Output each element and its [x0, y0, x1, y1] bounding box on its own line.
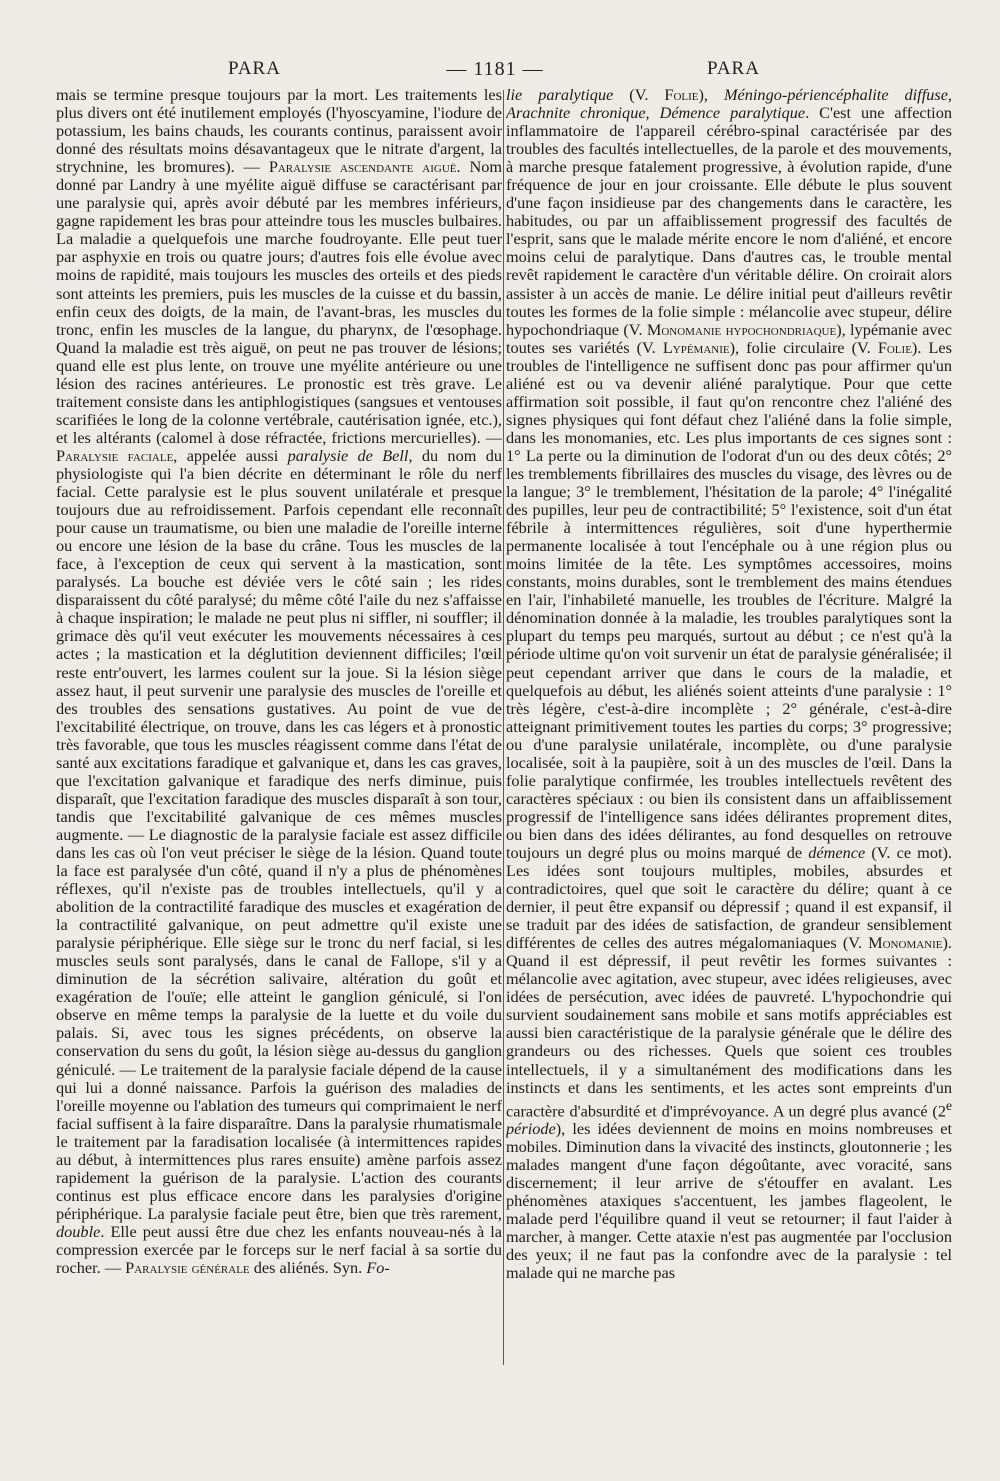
right-text-column — [506, 86, 952, 1376]
entry-heading: Folie — [877, 337, 912, 357]
entry-heading: Monomanie hypochondriaque — [646, 319, 837, 339]
text-run: , du nom du physiologiste qui l'a bien décrite en déterminant le rôle du nerf facial. Cette paralysie est le plus souvent unilatérale et presque toujours due au refroidissement. Parfois cependant elle reconnaît pour cause un traumatisme, ou bien une maladie de l'oreille interne ou encore une lésion de la base du crâne. Tous les muscles de la face, à l'exception de ceux qui servent à la mastication, sont paralysés. La bouche est déviée vers le côté sain ; les rides disparaissent du côté paralysé; du même côté l'aile du nez s'affaisse à chaque inspiration; le malade ne peut plus ni siffler, ni souffler; il grimace dès qu'il veut exécuter les mouvements nécessaires à ces actes ; la mastication et la déglutition deviennent difficiles; l'œil reste entr'ouvert, les larmes coulent sur la joue. Si la lésion siège assez haut, il peut survenir une paralysie des muscles de l'oreille et des troubles des sensations gustatives. Au point de vue de l'excitabilité électrique, on trouve, dans les cas légers et à pronostic très favorable, que tous les muscles réagissent comme dans l'état de santé aux excitations faradique et galvanique et, dans les cas graves, que l'excitation galvanique et faradique des nerfs diminue, puis disparaît, que l'excitation faradique des muscles disparaît à son tour, tandis que l'excitabilité galvanique de ces mêmes muscles augmente. — Le diagnostic de la paralysie faciale est assez difficile dans les cas où l'on veut préciser le siège de la lésion. Quand toute la face est paralysée d'un côté, quand il n'y a plus de phénomènes réflexes, qu'il n'existe pas de troubles intellectuels, qu'il y a abolition de la contractilité faradique des muscles et exagération de la contractilité galvanique, on peut admettre qu'il existe une paralysie périphérique. Elle siège sur le tronc du nerf facial, si les muscles seuls sont paralysés, dans le canal de Fallope, s'il y a diminution de la sécrétion salivaire, altération du goût et exagération de l'ouïe; elle atteint le ganglion géniculé, si l'on observe en même temps la paralysie de la luette et du voile du palais. Si, avec tous les signes précédents, on observe la conservation du sens du goût, la lésion siège au-dessus du ganglion géniculé. — Le traitement de la paralysie faciale dépend de la cause qui lui a donné naissance. Parfois la guérison des maladies de l'oreille moyenne ou l'ablation des tumeurs qui comprimaient le nerf facial suffisent à la faire disparaître. Dans la paralysie rhumatismale le traitement par la faradisation localisée (à intermittences rapides au début, à intermittences plus rares ensuite) amène parfois assez rapidement la guérison de la paralysie. L'action des courants continus est plus efficace encore dans les paralysies d'origine périphérique. La paralysie faciale peut être, bien que très rarement, — [56, 445, 502, 1223]
text-run: ), lypémanie avec toutes ses variétés (V. — [506, 319, 952, 357]
italic-text: double — [56, 1221, 101, 1241]
italic-text: lie paralytique — [506, 86, 614, 104]
italic-text: Méningo-périencéphalite diffuse, Arachnite chronique, Démence paralytique — [506, 86, 952, 123]
entry-heading: Folie — [664, 86, 699, 104]
text-run: ). Les troubles de l'intelligence ne suffisent donc pas pour affirmer qu'un aliéné est ou va devenir aliéné paralytique. Pour que cette affirmation soit possible, il faut qu'on rencontre chez l'aliéné des signes physiques qui font défaut chez l'aliéné dans la folie simple, dans les monomanies, etc. Les plus importants de ces signes sont : 1° La perte ou la diminution de l'odorat d'un ou des deux côtés; 2° les tremblements fibrillaires des muscles du visage, des lèvres ou de la langue; 3° le tremblement, l'hésitation de la parole; 4° l'inégalité des pupilles, leur peu de contractibilité; 5° l'existence, soit d'un état fébrile à intermittences régulières, soit d'une hyperthermie permanente localisée à tout l'encéphale ou à une région plus ou moins limitée de la tête. Les symptômes accessoires, moins constants, moins durables, sont le tremblement des mains étendues en l'air, l'inhabileté manuelle, les troubles de l'écriture. Malgré la dénomination donnée à la maladie, les troubles paralytiques sont la plupart du temps peu marqués, surtout au début ; ce n'est qu'à la période ultime qu'on voit survenir un état de paralysie généralisée; il peut cependant arriver que dans le cours de la maladie, et quelquefois au début, les aliénés soient atteints d'une paralysie : 1° très légère, c'est-à-dire incomplète ; 2° générale, c'est-à-dire atteignant primitivement toutes les parties du corps; 3° progressive; ou d'une paralysie unilatérale, incomplète, ou d'une paralysie localisée, soit à la paupière, soit à un des muscles de l'œil. Dans la folie paralytique confirmée, les troubles intellectuels revêtent des caractères spéciaux : ou bien ils consistent dans un affaiblissement progressif de l'intelligence sans idées délirantes proprement dites, ou bien dans des idées délirantes, au fond desquelles on retrouve toujours un degré plus ou moins marqué de — [506, 337, 952, 862]
running-head-left: PARA — [228, 58, 281, 79]
text-run: e — [945, 1097, 952, 1113]
page-number: — 1181 — — [446, 58, 544, 80]
italic-text: Fo- — [366, 1258, 390, 1278]
text-run: ), — [698, 86, 724, 104]
text-run: des aliénés. Syn. — [249, 1258, 367, 1278]
entry-heading: Lypémanie — [662, 337, 730, 357]
italic-text: paralysie de Bell — [287, 445, 409, 465]
italic-text: période — [506, 1119, 556, 1139]
text-run: ), folie circulaire (V. — [729, 337, 878, 357]
text-run: ). Quand il est dépressif, il peut revêtir les formes suivantes : mélancolie avec agitation, avec stupeur, avec idées religieuses, avec idées de persécution, avec idées de pauvreté. L'hypochondrie qui survient soudainement sans mobile et sans motifs appréciables est aussi bien caractéristique de la paralysie générale que le délire des grandeurs ou des richesses. Quels que soient ces troubles intellectuels, il y a simultanément des modifications dans les instincts et dans les sentiments, et les actes sont empreints d'un caractère d'absurdité et d'imprévoyance. A un degré plus avancé (2 — [506, 933, 952, 1121]
text-run: . Nom donné par Landry à une myélite aiguë diffuse se caractérisant par une paralysie qui, après avoir débuté par les membres inférieurs, gagne rapidement les bras pour atteindre tous les muscles bulbaires. La maladie a quelquefois une marche foudroyante. Elle peut tuer par asphyxie en trois ou quatre jours; d'autres fois elle évolue avec moins de rapidité, mais toujours les muscles des orteils et des pieds sont atteints les premiers, puis les muscles de la cuisse et du bassin, enfin ceux des doigts, de la main, de l'avant-bras, les muscles du tronc, enfin les muscles de la langue, du pharynx, de l'œsophage. Quand la maladie est très aiguë, on peut ne pas trouver de lésions; quand elle est plus lente, on trouve une myélite antérieure ou une lésion des racines antérieures. Le pronostic est très grave. Le traitement consiste dans les antiphlogistiques (sangsues et ventouses scarifiées le long de la colonne vertébrale, cautérisation ignée, etc.), et les altérants (calomel à dose réfractée, frictions mercurielles). — — [56, 157, 502, 447]
text-run: (V. — [613, 86, 665, 104]
left-text-column — [56, 86, 502, 1376]
column-divider-rule — [503, 90, 504, 1365]
text-run: (V. ce mot). Les idées sont toujours multiples, mobiles, absurdes et contradictoires, quel que soit le caractère du délire; quant à ce dernier, il peut être expansif ou dépressif ; quand il est expansif, il se traduit par des idées de satisfaction, de grandeur sensiblement différentes de celles des autres mégalomaniaques (V. — [506, 842, 952, 953]
italic-text: démence — [808, 842, 866, 862]
entry-heading: Paralysie ascendante aiguë — [268, 157, 457, 177]
text-run: . Elle peut aussi être due chez les enfants nouveau-nés à la compression exercée par le forceps sur le nerf facial à sa sortie du rocher. — — [56, 1221, 502, 1278]
text-run: ), les idées deviennent de moins en moins nombreuses et mobiles. Diminution dans la vivacité des instincts, gloutonnerie ; les malades mangent d'une façon dégoûtante, avec voracité, sans discernement; il leur arrive de s'étouffer en avalant. Les phénomènes ataxiques s'accentuent, les jambes flageolent, le malade perd l'équilibre quand il veut se retourner; il faut l'aider à marcher, à manger. Cette ataxie n'est pas augmentée par l'occlusion des yeux; il ne faut pas la confondre avec de la paralysie : tel malade qui ne marche pas — [506, 1119, 952, 1283]
entry-heading: Paralysie générale — [125, 1258, 250, 1278]
text-run: , appelée aussi — [173, 445, 288, 465]
running-head-right: PARA — [707, 58, 760, 79]
text-run: . C'est une affection inflammatoire de l'appareil cérébro-spinal caractérisée par des troubles des facultés intellectuelles, de la parole et des mouvements, à marche presque fatalement progressive, à évolution rapide, d'une fréquence de jour en jour croissante. Elle débute le plus souvent d'une façon insidieuse par des changements dans le caractère, les habitudes, ou par un affaiblissement progressif des facultés de l'esprit, sans que le malade mérite encore le nom d'aliéné, et encore moins celui de paralytique. Dans d'autres cas, le trouble mental revêt rapidement le caractère d'un véritable délire. On croirait alors assister à un accès de manie. Le délire initial peut d'ailleurs revêtir toutes les formes de la folie simple : mélancolie avec stupeur, délire hypochondriaque (V. — [506, 103, 952, 339]
text-run: mais se termine presque toujours par la mort. Les traitements les plus divers ont été inutilement employés (l'hyoscyamine, l'iodure de potassium, les bains chauds, les courants continus, paraissent avoir donné des résultats moins désavantageux que le nitrate d'argent, la strychnine, les bromures). — — [56, 86, 502, 177]
entry-heading: Monomanie — [868, 933, 943, 953]
entry-heading: Paralysie faciale — [56, 445, 174, 465]
